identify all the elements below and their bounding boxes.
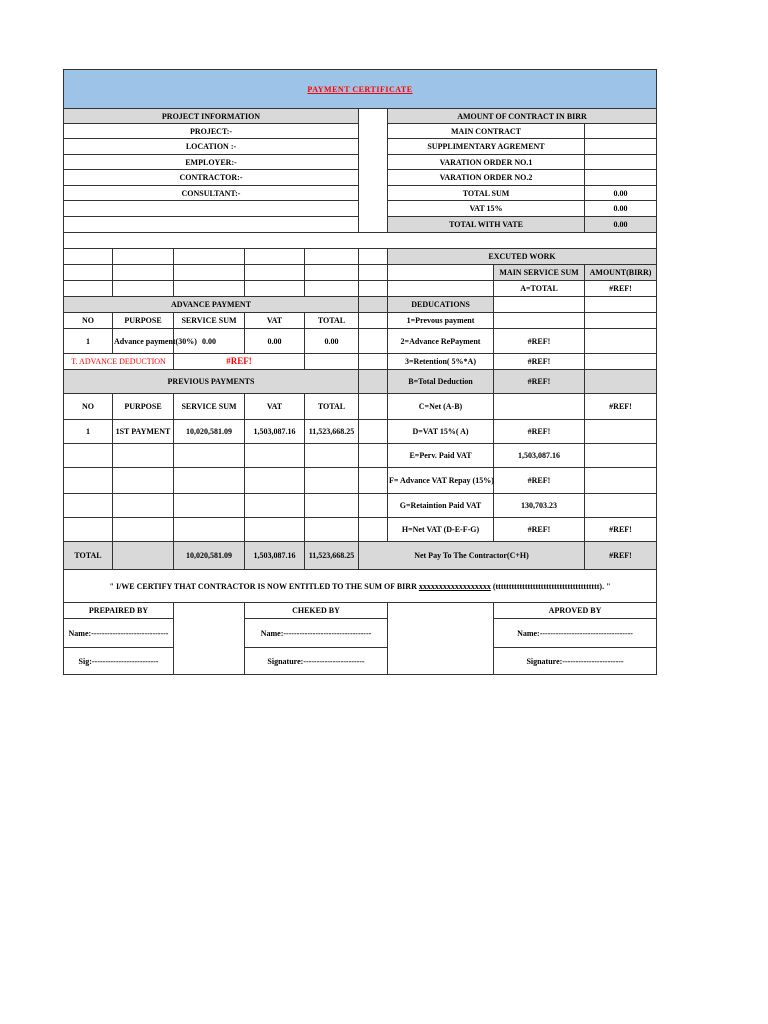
total-label: TOTAL xyxy=(64,542,113,570)
advance-no: 1 xyxy=(64,329,113,354)
col-header-purpose: PURPOSE xyxy=(113,313,174,329)
blank-cell xyxy=(174,265,245,281)
blank-cell xyxy=(359,265,388,281)
location-field: LOCATION :- xyxy=(64,139,359,155)
payment-no: 1 xyxy=(64,420,113,444)
certify-statement xyxy=(64,570,657,603)
blank-cell xyxy=(359,249,388,265)
blank-cell xyxy=(174,444,245,468)
blank-cell xyxy=(113,444,174,468)
project-field: PROJECT:- xyxy=(64,124,359,139)
blank-cell xyxy=(359,313,388,329)
prepared-sig-field: Sig:------------------------- xyxy=(64,648,174,675)
advance-payment-header: ADVANCE PAYMENT xyxy=(64,297,359,313)
contract-row-value xyxy=(585,155,657,170)
contract-amount-header: AMOUNT OF CONTRACT IN BIRR xyxy=(388,109,657,124)
blank-cell xyxy=(174,494,245,518)
contract-row-value xyxy=(585,124,657,139)
col-header-purpose: PURPOSE xyxy=(113,394,174,420)
blank-cell xyxy=(64,249,113,265)
blank-cell xyxy=(64,444,113,468)
blank-cell xyxy=(359,494,388,518)
blank-cell xyxy=(174,249,245,265)
total-total: 11,523,668.25 xyxy=(305,542,359,570)
blank-cell xyxy=(585,297,657,313)
blank-cell xyxy=(388,281,494,297)
deduction-row-amount xyxy=(585,370,657,394)
blank-cell xyxy=(174,603,245,675)
prepared-by-header: PREPAIRED BY xyxy=(64,603,174,619)
deduction-row-label: D=VAT 15%( A) xyxy=(388,420,494,444)
deduction-row-value: #REF! xyxy=(494,329,585,354)
contract-row-value xyxy=(585,170,657,186)
col-header-no: NO xyxy=(64,394,113,420)
blank-cell xyxy=(305,281,359,297)
col-header-vat: VAT xyxy=(245,313,305,329)
deduction-row-amount: #REF! xyxy=(585,518,657,542)
blank-cell xyxy=(359,354,388,370)
total-with-vat-label: TOTAL WITH VATE xyxy=(388,217,585,233)
checked-sig-field: Signature:----------------------- xyxy=(245,648,388,675)
blank-cell xyxy=(64,281,113,297)
blank-cell xyxy=(305,444,359,468)
blank-cell xyxy=(113,518,174,542)
blank-cell xyxy=(245,518,305,542)
blank-cell xyxy=(359,394,388,420)
blank-cell xyxy=(174,281,245,297)
deductions-header: DEDUCATIONS xyxy=(388,297,494,313)
col-header-total: TOTAL xyxy=(305,394,359,420)
advance-total: 0.00 xyxy=(305,329,359,354)
blank-cell xyxy=(359,281,388,297)
blank-cell xyxy=(359,444,388,468)
blank-cell xyxy=(64,468,113,494)
net-pay-label: Net Pay To The Contractor(C+H) xyxy=(359,542,585,570)
blank-cell xyxy=(245,265,305,281)
blank-cell xyxy=(113,542,174,570)
deduction-row-value: 1,503,087.16 xyxy=(494,444,585,468)
deduction-row-value: #REF! xyxy=(494,420,585,444)
blank-cell xyxy=(113,468,174,494)
certificate-table xyxy=(63,69,657,675)
payment-service-sum: 10,020,581.09 xyxy=(174,420,245,444)
contract-row-value xyxy=(585,139,657,155)
deduction-row-amount xyxy=(585,313,657,329)
blank-cell xyxy=(305,249,359,265)
contract-row-label: VARATION ORDER NO.1 xyxy=(388,155,585,170)
deduction-row-label: B=Total Deduction xyxy=(388,370,494,394)
advance-deduction-label: T. ADVANCE DEDUCTION xyxy=(64,354,174,370)
blank-cell xyxy=(64,217,359,233)
blank-cell xyxy=(359,370,388,394)
page-title: PAYMENT CERTIFICATE xyxy=(64,70,657,109)
blank-cell xyxy=(113,249,174,265)
contract-row-label: VAT 15% xyxy=(388,201,585,217)
blank-cell xyxy=(388,265,494,281)
employer-field: EMPLOYER:- xyxy=(64,155,359,170)
certify-text-before: " I/WE CERTIFY THAT CONTRACTOR IS NOW ENTITLED TO THE SUM OF BIRR xyxy=(109,581,419,591)
payment-vat: 1,503,087.16 xyxy=(245,420,305,444)
blank-cell xyxy=(64,201,359,217)
blank-cell xyxy=(359,468,388,494)
blank-cell xyxy=(174,518,245,542)
deduction-row-value: #REF! xyxy=(494,354,585,370)
approved-name-field: Name:----------------------------------- xyxy=(494,619,657,648)
executed-work-header: EXCUTED WORK xyxy=(388,249,657,265)
blank-cell xyxy=(113,265,174,281)
blank-cell xyxy=(174,468,245,494)
deduction-row-value xyxy=(494,394,585,420)
blank-cell xyxy=(305,265,359,281)
contractor-field: CONTRACTOR:- xyxy=(64,170,359,186)
blank-cell xyxy=(359,518,388,542)
contract-row-value: 0.00 xyxy=(585,201,657,217)
previous-payments-header: PREVIOUS PAYMENTS xyxy=(64,370,359,394)
advance-vat: 0.00 xyxy=(245,329,305,354)
contract-row-label: TOTAL SUM xyxy=(388,186,585,201)
blank-cell xyxy=(245,444,305,468)
payment-purpose: 1ST PAYMENT xyxy=(113,420,174,444)
deduction-row-value xyxy=(494,313,585,329)
blank-cell xyxy=(245,494,305,518)
payment-certificate-sheet xyxy=(63,69,656,675)
checked-by-header: CHEKED BY xyxy=(245,603,388,619)
total-with-vat-value: 0.00 xyxy=(585,217,657,233)
advance-purpose: Advance payment(30%) xyxy=(113,329,174,354)
blank-cell xyxy=(359,297,388,313)
blank-cell xyxy=(113,281,174,297)
certify-text-after: (ttttttttttttttttttttttttttttttttttttttt). " xyxy=(490,581,611,591)
spacer-column xyxy=(359,109,388,233)
project-info-header: PROJECT INFORMATION xyxy=(64,109,359,124)
deduction-row-label: C=Net (A-B) xyxy=(388,394,494,420)
col-header-service-sum: SERVICE SUM xyxy=(174,394,245,420)
deduction-row-amount xyxy=(585,329,657,354)
checked-name-field: Name:--------------------------------- xyxy=(245,619,388,648)
deduction-row-value: 130,703.23 xyxy=(494,494,585,518)
certify-amount: xxxxxxxxxxxxxxxxxx xyxy=(418,581,491,591)
deduction-row-amount xyxy=(585,494,657,518)
blank-cell xyxy=(305,354,359,370)
deduction-row-label: E=Perv. Paid VAT xyxy=(388,444,494,468)
payment-total: 11,523,668.25 xyxy=(305,420,359,444)
deduction-row-label: 1=Prevous payment xyxy=(388,313,494,329)
net-pay-value: #REF! xyxy=(585,542,657,570)
blank-cell xyxy=(113,494,174,518)
contract-row-label: MAIN CONTRACT xyxy=(388,124,585,139)
a-total-label: A=TOTAL xyxy=(494,281,585,297)
blank-cell xyxy=(245,281,305,297)
contract-row-label: SUPPLIMENTARY AGREMENT xyxy=(388,139,585,155)
deduction-row-label: 3=Retention( 5%*A) xyxy=(388,354,494,370)
deduction-row-label: H=Net VAT (D-E-F-G) xyxy=(388,518,494,542)
deduction-row-label: G=Retaintion Paid VAT xyxy=(388,494,494,518)
contract-row-label: VARATION ORDER NO.2 xyxy=(388,170,585,186)
deduction-row-value: #REF! xyxy=(494,518,585,542)
deduction-row-label: F= Advance VAT Repay (15%) xyxy=(388,468,494,494)
deduction-row-amount xyxy=(585,420,657,444)
blank-cell xyxy=(388,603,494,675)
contract-row-value: 0.00 xyxy=(585,186,657,201)
blank-cell xyxy=(305,494,359,518)
col-header-no: NO xyxy=(64,313,113,329)
prepared-name-field: Name:----------------------------- xyxy=(64,619,174,648)
col-header-vat: VAT xyxy=(245,394,305,420)
deduction-row-value: #REF! xyxy=(494,370,585,394)
advance-service-sum: 0.00 xyxy=(174,329,245,354)
blank-cell xyxy=(305,468,359,494)
total-service-sum: 10,020,581.09 xyxy=(174,542,245,570)
deduction-row-label: 2=Advance RePayment xyxy=(388,329,494,354)
blank-cell xyxy=(245,468,305,494)
blank-cell xyxy=(359,420,388,444)
deduction-row-amount xyxy=(585,354,657,370)
deduction-row-amount xyxy=(585,468,657,494)
blank-cell xyxy=(305,518,359,542)
deduction-row-amount xyxy=(585,444,657,468)
blank-cell xyxy=(245,249,305,265)
deduction-row-value: #REF! xyxy=(494,468,585,494)
main-service-sum-header: MAIN SERVICE SUM xyxy=(494,265,585,281)
advance-deduction-value: #REF! xyxy=(174,354,305,370)
col-header-service-sum: SERVICE SUM xyxy=(174,313,245,329)
total-vat: 1,503,087.16 xyxy=(245,542,305,570)
consultant-field: CONSULTANT:- xyxy=(64,186,359,201)
approved-sig-field: Signature:----------------------- xyxy=(494,648,657,675)
a-total-value: #REF! xyxy=(585,281,657,297)
deduction-row-amount: #REF! xyxy=(585,394,657,420)
blank-cell xyxy=(494,297,585,313)
blank-cell xyxy=(64,494,113,518)
amount-birr-header: AMOUNT(BIRR) xyxy=(585,265,657,281)
blank-cell xyxy=(359,329,388,354)
col-header-total: TOTAL xyxy=(305,313,359,329)
blank-row xyxy=(64,233,657,249)
approved-by-header: APROVED BY xyxy=(494,603,657,619)
blank-cell xyxy=(64,265,113,281)
blank-cell xyxy=(64,518,113,542)
